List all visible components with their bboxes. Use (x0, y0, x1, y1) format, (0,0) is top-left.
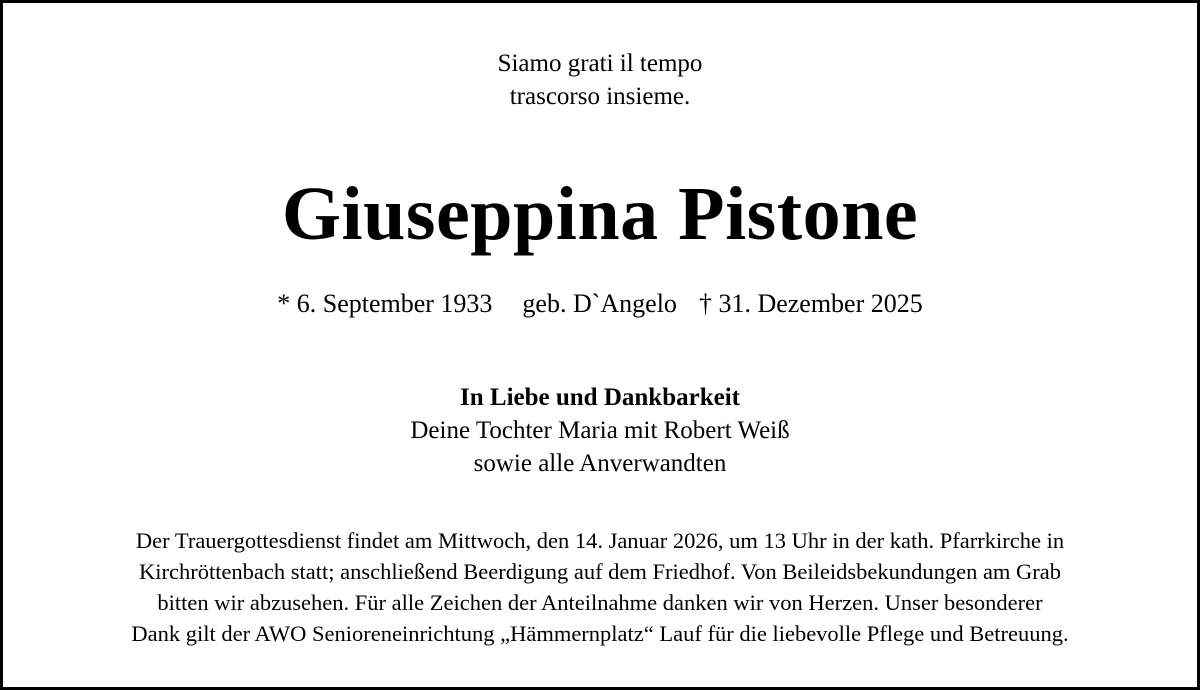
service-announcement (3, 525, 1197, 649)
life-dates (3, 287, 1197, 321)
quote-line-1: Siamo grati il tempo (497, 50, 703, 77)
mourners-line-2: sowie alle Anverwandten (473, 450, 727, 477)
service-line-4: Dank gilt der AWO Senioreneinrichtung „Hämmernplatz“ Lauf für die liebevolle Pflege und Betreuung. (131, 621, 1069, 646)
maiden-name: geb. D`Angelo (522, 289, 677, 318)
quote-line-2: trascorso insieme. (509, 83, 691, 110)
deceased-name: Giuseppina Pistone (281, 172, 919, 256)
mourners-line-1: Deine Tochter Maria mit Robert Weiß (410, 417, 790, 444)
birth-date: * 6. September 1933 (277, 289, 493, 318)
service-line-3: bitten wir abzusehen. Für alle Zeichen der Anteilnahme danken wir von Herzen. Unser besonderer (157, 590, 1043, 615)
mourners-block (3, 381, 1197, 480)
death-date: † 31. Dezember 2025 (698, 289, 923, 318)
service-line-2: Kirchröttenbach statt; anschließend Beerdigung auf dem Friedhof. Von Beileidsbekundungen am Grab (138, 559, 1062, 584)
opening-quote (3, 47, 1197, 113)
service-line-1: Der Trauergottesdienst findet am Mittwoch, den 14. Januar 2026, um 13 Uhr in der kath. Pfarrkirche in (135, 528, 1065, 553)
mourners-heading: In Liebe und Dankbarkeit (460, 384, 740, 411)
